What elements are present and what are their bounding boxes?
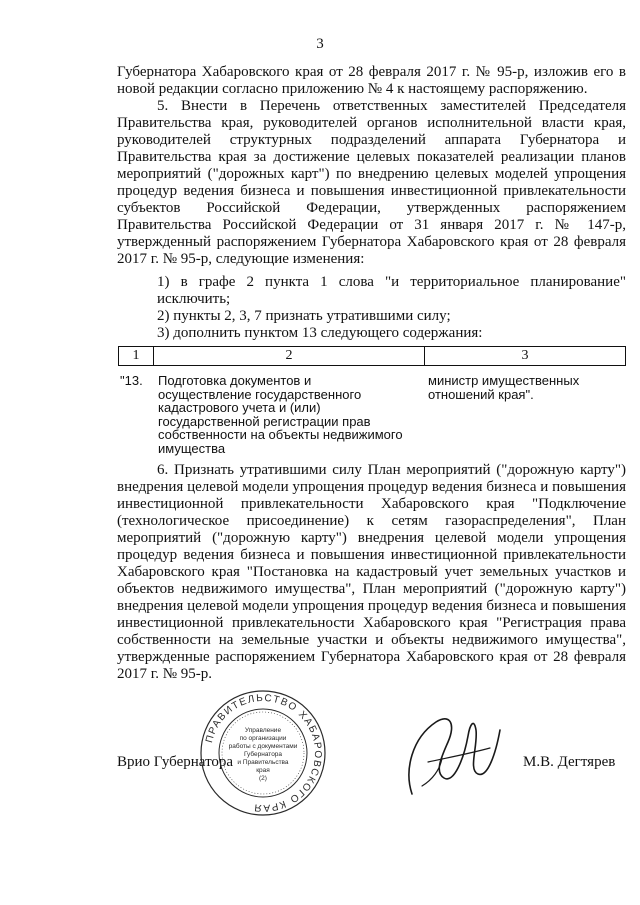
- table-row-number: "13.: [120, 373, 143, 388]
- signatory-title: Врио Губернатора: [117, 754, 234, 770]
- list-item-3: 3) дополнить пунктом 13 следующего содержания:: [157, 325, 483, 341]
- svg-text:работы с документами: работы с документами: [228, 743, 298, 750]
- svg-text:по организации: по организации: [239, 735, 287, 742]
- handwritten-signature: [398, 700, 508, 810]
- svg-text:ПРАВИТЕЛЬСТВО ХАБАРОВСКОГО КРА: ПРАВИТЕЛЬСТВО ХАБАРОВСКОГО КРАЯ: [204, 692, 324, 814]
- table-header-col-2: 2: [154, 347, 425, 365]
- list-item-2: 2) пункты 2, 3, 7 признать утратившими силу;: [157, 308, 451, 324]
- table-row-task: Подготовка документов и осуществление государственного кадастрового учета и (или) государственной регистрации прав собственности на объекты недвижимого имущества: [158, 373, 403, 456]
- svg-text:края: края: [256, 767, 270, 774]
- table-header: [118, 346, 626, 366]
- table-row-responsible: министр имущественных отношений края".: [428, 373, 580, 402]
- paragraph-intro: Губернатора Хабаровского края от 28 февраля 2017 г. № 95-р, изложив его в новой редакции согласно приложению № 4 к настоящему распоряжению.: [117, 64, 626, 97]
- official-stamp: [198, 688, 328, 818]
- list-item-1: 1) в графе 2 пункта 1 слова "и территориальное планирование" исключить;: [157, 274, 626, 307]
- svg-text:Управление: Управление: [244, 727, 282, 734]
- table-header-col-3: 3: [521, 348, 529, 363]
- svg-text:Губернатора: Губернатора: [243, 751, 283, 758]
- paragraph-6: 6. Признать утратившими силу План мероприятий ("дорожную карту") внедрения целевой модели упрощения процедур ведения бизнеса и повышения инвестиционной привлекательности Хабаровского края "Подключение (технологическое присоединение) к сетям газораспределения", План мероприятий ("дорожную карту") внедрения целевой модели упрощения процедур ведения бизнеса и повышения инвестиционной привлекательности Хабаровского края "Постановка на кадастровый учет земельных участков и объектов недвижимого имущества", План мероприятий ("дорожную карту") внедрения целевой модели упрощения процедур ведения бизнеса и повышения инвестиционной привлекательности Хабаровского края "Регистрация права собственности на земельные участки и объекты недвижимого имущества", утвержденные распоряжением Губернатора Хабаровского края от 28 февраля 2017 г. № 95-р.: [117, 462, 626, 682]
- table-header-col-1: 1: [119, 347, 154, 365]
- svg-text:(2): (2): [259, 775, 267, 782]
- page-number: 3: [316, 36, 324, 52]
- svg-text:и Правительства: и Правительства: [237, 759, 289, 766]
- signatory-name: М.В. Дегтярев: [523, 754, 616, 770]
- paragraph-5: 5. Внести в Перечень ответственных заместителей Председателя Правительства края, руководителей органов исполнительной власти края, руководителей структурных подразделений аппарата Губернатора и Правительства края за достижение целевых показателей реализации планов мероприятий ("дорожных карт") по внедрению целевых моделей упрощения процедур ведения бизнеса и повышения инвестиционной привлекательности субъектов Российской Федерации, утвержденных распоряжением Правительства Российской Федерации от 31 января 2017 г. № 147-р, утвержденный распоряжением Губернатора Хабаровского края от 28 февраля 2017 г. № 95-р, следующие изменения:: [117, 98, 626, 267]
